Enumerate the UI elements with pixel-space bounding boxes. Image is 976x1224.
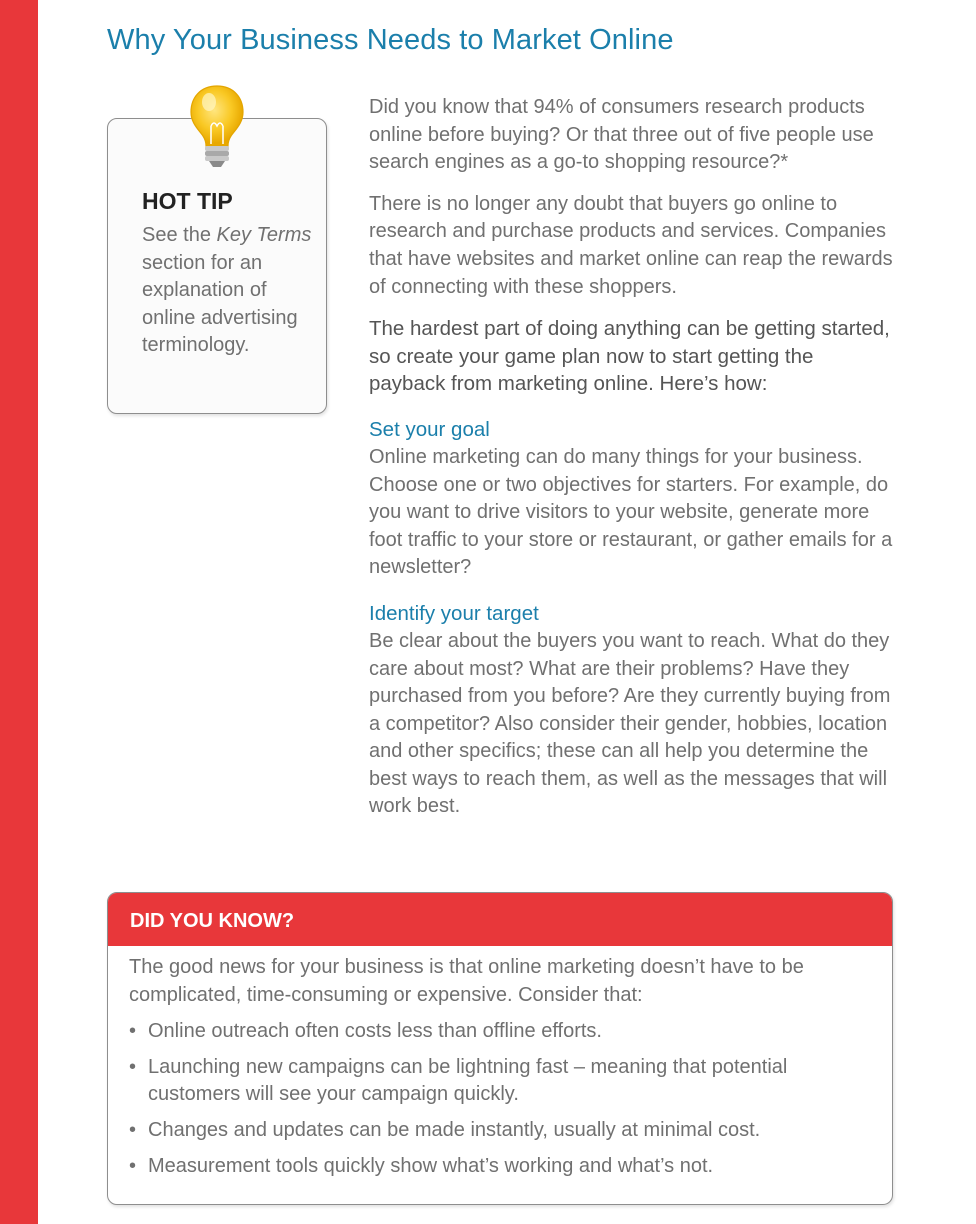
page-title: Why Your Business Needs to Market Online: [107, 24, 674, 56]
hot-tip-text-before: See the: [142, 224, 217, 246]
second-paragraph: There is no longer any doubt that buyers go online to research and purchase products and services. Companies that have websites and market online can reap the rewards of connecting with these shoppers.: [369, 192, 893, 298]
hot-tip-key-terms: Key Terms: [216, 224, 312, 246]
bullet-icon: •: [129, 1154, 137, 1177]
section-heading-set-goal: Set your goal: [369, 417, 490, 441]
hot-tip-title: HOT TIP: [142, 188, 233, 214]
lightbulb-icon: [187, 82, 247, 172]
list-item: [129, 1018, 862, 1046]
section-text-set-goal: Online marketing can do many things for your business. Choose one or two objectives for starters. For example, do you want to drive visitors to your website, generate more foot traffic to your store or restaurant, or gather emails for a newsletter?: [369, 445, 893, 579]
bullet-icon: •: [129, 1055, 137, 1078]
list-item: [129, 1054, 862, 1109]
section-text-identify-target: Be clear about the buyers you want to reach. What do they care about most? What are their problems? Have they purchased from you before? Are they currently buying from a competitor? Also consider their gender, hobbies, location and other specifics; these can all help you determine the best ways to reach them, as well as the messages that will work best.: [369, 629, 891, 818]
hot-tip-text-after: section for an explanation of online advertising terminology.: [142, 251, 298, 357]
did-you-know-body: [108, 946, 892, 1180]
main-content: [369, 94, 894, 835]
bullet-icon: •: [129, 1020, 137, 1043]
list-item-text: Changes and updates can be made instantly, usually at minimal cost.: [148, 1118, 761, 1141]
lead-paragraph: The hardest part of doing anything can be getting started, so create your game plan now to start getting the payback from marketing online. Here’s how:: [369, 317, 890, 396]
section-heading-identify-target: Identify your target: [369, 601, 539, 625]
list-item-text: Online outreach often costs less than offline efforts.: [148, 1020, 602, 1043]
hot-tip-text: [142, 222, 317, 360]
intro-paragraph: Did you know that 94% of consumers research products online before buying? Or that three out of five people use search engines as a go-to shopping resource?*: [369, 96, 874, 174]
list-item-text: Measurement tools quickly show what’s working and what’s not.: [148, 1154, 714, 1177]
bullet-icon: •: [129, 1118, 137, 1141]
did-you-know-intro: The good news for your business is that online marketing doesn’t have to be complicated, time-consuming or expensive. Consider that:: [129, 956, 804, 1006]
did-you-know-box: [107, 892, 893, 1205]
list-item: [129, 1117, 862, 1145]
list-item-text: Launching new campaigns can be lightning fast – meaning that potential customers will see your campaign quickly.: [148, 1055, 788, 1106]
did-you-know-list: [129, 1018, 862, 1180]
did-you-know-title: DID YOU KNOW?: [108, 893, 892, 946]
left-red-margin-bar: [0, 0, 38, 1224]
list-item: [129, 1153, 862, 1181]
